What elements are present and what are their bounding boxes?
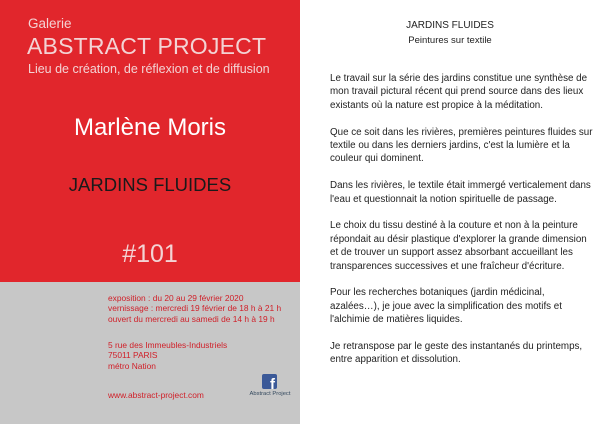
text-body [330,72,595,380]
address-line: 5 rue des Immeubles-Industriels [108,340,228,350]
address-line: métro Nation [108,360,156,371]
exhibition-title: JARDINS FLUIDES [68,174,232,195]
dates-line: vernissage : mercredi 19 février de 18 h à 21 h [108,303,282,314]
address-line: 75011 PARIS [108,350,158,361]
facebook-icon[interactable]: f [262,374,277,389]
gallery-tagline: Lieu de création, de réflexion et de diffusion [28,62,270,76]
exhibition-number: #101 [122,240,178,268]
dates-line: ouvert du mercredi au samedi de 14 h à 19 h [108,313,275,324]
body-paragraph: Pour les recherches botaniques (jardin médicinal, azalées…), je joue avec la simplification des motifs et l'alchimie de matières liquides. [330,287,562,326]
facebook-caption: Abstract Project [249,391,291,397]
dates-line: exposition : du 20 au 29 février 2020 [108,293,244,303]
website-link[interactable]: www.abstract-project.com [108,390,204,400]
body-paragraph: Que ce soit dans les rivières, premières peintures fluides sur textile ou dans les derniers jardins, c'est la lumière et la couleur qui dominent. [330,126,593,165]
gallery-address [108,340,227,371]
body-paragraph: Le choix du tissu destiné à la couture et non à la peinture répondait au désir plastique d'explorer la grande dimension et de trouver un support assez absorbant accueillant les transparences successives et une fraîcheur d'écriture. [330,220,587,272]
exhibition-dates [108,293,281,324]
body-paragraph: Le travail sur la série des jardins constitue une synthèse de mon travail pictural récent qui prend source dans des lieux existants où la nature est propice à la méditation. [330,73,588,111]
gallery-name: ABSTRACT PROJECT [27,33,267,59]
text-title: JARDINS FLUIDES [406,20,494,31]
body-paragraph: Je retranspose par le geste des instantanés du printemps, entre apparition et dissolution. [330,341,583,366]
artist-name: Marlène Moris [73,114,227,141]
body-paragraph: Dans les rivières, le textile était immergé verticalement dans l'eau et questionnait la notion spirituelle de passage. [330,180,591,205]
galerie-label: Galerie [28,16,72,31]
text-subtitle: Peintures sur textile [408,35,492,46]
